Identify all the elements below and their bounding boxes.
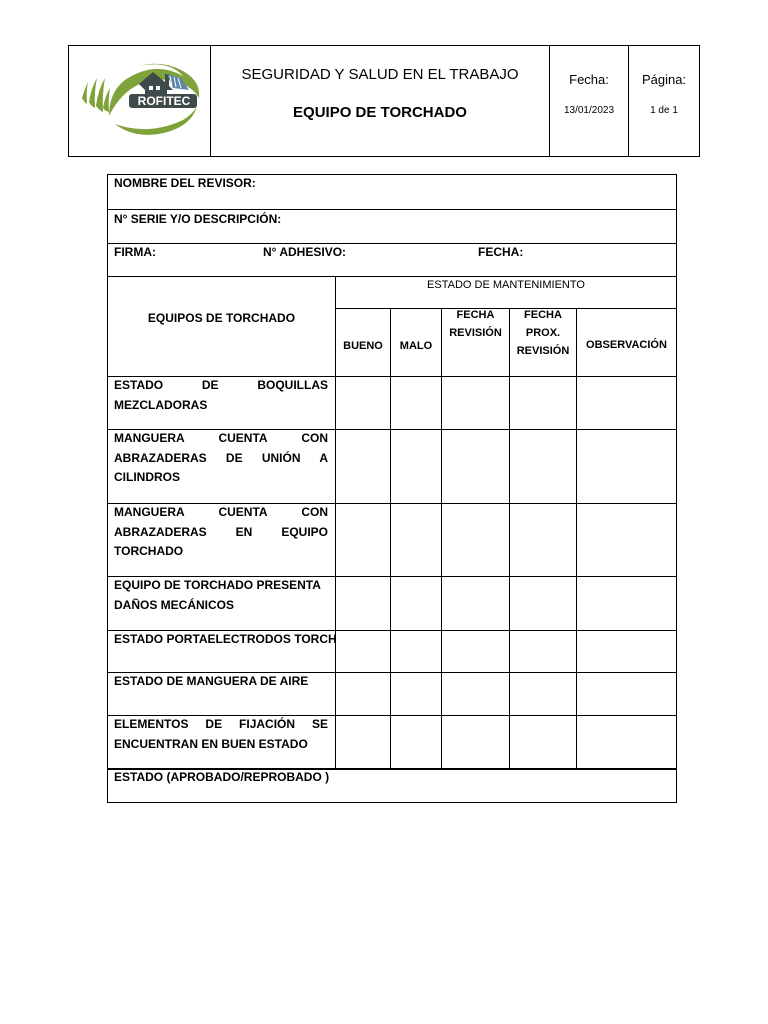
item-bad-cell[interactable] [390, 630, 442, 673]
document-header [68, 45, 700, 157]
date-cell [549, 45, 629, 157]
item-good-cell[interactable] [335, 376, 391, 430]
item-review-date-cell[interactable] [441, 503, 510, 577]
item-review-date-cell[interactable] [441, 429, 510, 504]
company-name: ROFITEC [137, 94, 191, 108]
document-title: SEGURIDAD Y SALUD EN EL TRABAJO [241, 66, 519, 83]
col-next-review-line-2: PROX. [525, 327, 561, 339]
item-label-line: ABRAZADERAS DE UNIÓN A [114, 450, 328, 465]
item-label-cell [107, 672, 336, 716]
col-good-label: BUENO [343, 340, 383, 352]
document-subtitle: EQUIPO DE TORCHADO [293, 104, 467, 121]
item-observation-cell[interactable] [576, 503, 677, 577]
item-good-cell[interactable] [335, 630, 391, 673]
form-date-label: FECHA: [478, 245, 524, 259]
signature-row [107, 243, 677, 277]
col-header-good [335, 308, 391, 377]
item-bad-cell[interactable] [390, 376, 442, 430]
item-label-line: MEZCLADORAS [114, 397, 208, 412]
item-label-cell [107, 715, 336, 770]
col-review-date-line-2: REVISIÓN [449, 327, 502, 339]
item-label-line: EQUIPO DE TORCHADO PRESENTA [114, 578, 321, 592]
col-header-next-review [509, 308, 577, 377]
page-cell [628, 45, 700, 157]
item-next-review-cell[interactable] [509, 672, 577, 716]
item-bad-cell[interactable] [390, 503, 442, 577]
inspection-form [107, 174, 677, 803]
page-label: Página: [641, 72, 687, 87]
signature-label: FIRMA: [114, 245, 156, 259]
item-observation-cell[interactable] [576, 576, 677, 631]
col-bad-label: MALO [399, 340, 433, 352]
serial-label: N° SERIE Y/O DESCRIPCIÓN: [114, 212, 282, 226]
item-review-date-cell[interactable] [441, 715, 510, 770]
item-bad-cell[interactable] [390, 429, 442, 504]
item-observation-cell[interactable] [576, 672, 677, 716]
item-label-line: ESTADO PORTAELECTRODOS TORCH [114, 632, 337, 646]
status-row[interactable] [107, 768, 677, 803]
col-header-observation [576, 308, 677, 377]
equipment-header: EQUIPOS DE TORCHADO [147, 311, 296, 325]
item-good-cell[interactable] [335, 576, 391, 631]
col-review-date-line-1: FECHA [456, 309, 495, 321]
reviewer-label: NOMBRE DEL REVISOR: [114, 176, 256, 190]
date-label: Fecha: [569, 72, 609, 87]
col-next-review-line-3: REVISIÓN [516, 345, 570, 357]
item-next-review-cell[interactable] [509, 576, 577, 631]
item-label-cell [107, 503, 336, 577]
item-observation-cell[interactable] [576, 715, 677, 770]
item-review-date-cell[interactable] [441, 630, 510, 673]
item-good-cell[interactable] [335, 429, 391, 504]
item-next-review-cell[interactable] [509, 429, 577, 504]
item-label-line: ESTADO DE BOQUILLAS [114, 378, 328, 392]
item-bad-cell[interactable] [390, 672, 442, 716]
item-next-review-cell[interactable] [509, 630, 577, 673]
item-good-cell[interactable] [335, 672, 391, 716]
date-value: 13/01/2023 [563, 105, 615, 116]
item-good-cell[interactable] [335, 503, 391, 577]
item-label-line: MANGUERA CUENTA CON [114, 431, 328, 445]
item-review-date-cell[interactable] [441, 576, 510, 631]
item-review-date-cell[interactable] [441, 376, 510, 430]
item-label-cell [107, 630, 336, 673]
item-label-line: ESTADO DE MANGUERA DE AIRE [114, 674, 309, 688]
maintenance-header: ESTADO DE MANTENIMIENTO [427, 279, 585, 291]
item-label-line: ELEMENTOS DE FIJACIÓN SE [114, 717, 328, 731]
item-bad-cell[interactable] [390, 576, 442, 631]
item-next-review-cell[interactable] [509, 376, 577, 430]
logo-cell [68, 45, 211, 157]
title-cell [210, 45, 550, 157]
item-label-line: DAÑOS MECÁNICOS [114, 597, 235, 612]
item-label-line: MANGUERA CUENTA CON [114, 505, 328, 519]
item-review-date-cell[interactable] [441, 672, 510, 716]
page-value: 1 de 1 [650, 105, 678, 116]
col-observation-label: OBSERVACIÓN [586, 339, 667, 351]
col-header-bad [390, 308, 442, 377]
reviewer-row[interactable] [107, 174, 677, 210]
maintenance-header-cell [335, 276, 677, 309]
equipment-header-cell [107, 276, 336, 377]
col-next-review-line-1: FECHA [524, 309, 562, 321]
item-good-cell[interactable] [335, 715, 391, 770]
item-observation-cell[interactable] [576, 630, 677, 673]
item-label-line: TORCHADO [114, 544, 184, 558]
item-label-line: CILINDROS [114, 470, 180, 484]
item-bad-cell[interactable] [390, 715, 442, 770]
item-next-review-cell[interactable] [509, 715, 577, 770]
status-label: ESTADO (APROBADO/REPROBADO ) [114, 770, 330, 784]
item-label-line: ENCUENTRAN EN BUEN ESTADO [114, 736, 308, 751]
item-label-cell [107, 376, 336, 430]
item-label-cell [107, 576, 336, 631]
item-observation-cell[interactable] [576, 376, 677, 430]
sticker-label: N° ADHESIVO: [263, 245, 347, 259]
item-next-review-cell[interactable] [509, 503, 577, 577]
item-observation-cell[interactable] [576, 429, 677, 504]
col-header-review-date [441, 308, 510, 377]
serial-row[interactable] [107, 209, 677, 244]
item-label-cell [107, 429, 336, 504]
item-label-line: ABRAZADERAS EN EQUIPO [114, 524, 328, 539]
